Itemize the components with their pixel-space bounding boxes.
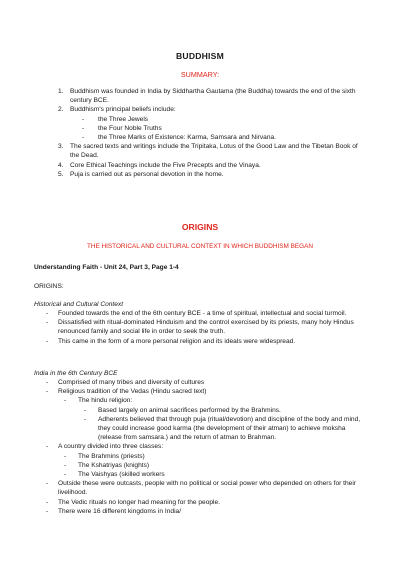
beliefs-list — [70, 115, 358, 143]
summary-list — [58, 87, 358, 179]
summary-item — [58, 87, 358, 105]
list-item: - The Brahmins (priests) — [34, 452, 369, 461]
india-list — [34, 378, 369, 516]
item-number: 4. — [58, 161, 64, 169]
belief-item: - the Three Marks of Existence: Karma, Samsara and Nirvana. — [70, 133, 358, 142]
source-reference: Understanding Faith - Unit 24, Part 3, Page 1-4 — [34, 264, 179, 271]
list-item: - Dissatisfied with ritual-dominated Hinduism and the control exercised by its priests, many holy Hindus renounced family and social life in order to seek the truth. — [34, 318, 369, 336]
item-text: Buddhism was founded in India by Siddhartha Gautama (the Buddha) towards the end of the sixth century BCE. — [70, 88, 356, 105]
item-number: 3. — [58, 143, 64, 151]
historical-context-heading: Historical and Cultural Context — [34, 301, 124, 308]
historical-list — [34, 309, 369, 346]
list-item: - Based largely on animal sacrifices performed by the Brahmins. — [34, 406, 369, 415]
list-item: - The hindu religion: — [34, 396, 369, 405]
list-item: - The Vedic rituals no longer had meaning for the people. — [34, 498, 369, 507]
item-text: Puja is carried out as personal devotion in the home. — [70, 170, 224, 178]
summary-item — [58, 142, 358, 160]
summary-item — [58, 105, 358, 142]
item-number: 2. — [58, 106, 64, 114]
list-item: - Outside these were outcasts, people with no political or social power who depended on others for their livelihood. — [34, 479, 369, 497]
summary-heading: SUMMARY: — [180, 70, 220, 79]
list-item: - Comprised of many tribes and diversity of cultures — [34, 378, 369, 387]
list-item: - A country divided into three classes: — [34, 442, 369, 451]
origins-title: ORIGINS — [181, 222, 219, 232]
item-number: 5. — [58, 170, 64, 178]
belief-item: - the Three Jewels — [70, 115, 358, 124]
list-item: - The Kshatriyas (knights) — [34, 461, 369, 470]
list-item: - Adherents believed that through puja (ritual/devotion) and discipline of the body and mind, they could increase good karma (the development of their atman) to achieve moksha (release from samsara.) and the return of atman to Brahman. — [34, 415, 369, 443]
item-text: The sacred texts and writings include the Tripitaka, Lotus of the Good Law and the Tibetan Book of the Dead. — [70, 143, 358, 160]
page-title: BUDDHISM — [176, 51, 224, 61]
india-heading: India in the 6th Century BCE — [34, 370, 118, 377]
origins-subtitle: THE HISTORICAL AND CULTURAL CONTEXT IN WHICH BUDDHISM BEGAN — [86, 243, 314, 250]
list-item: - There were 16 different kingdoms in India/ — [34, 507, 369, 516]
list-item: - Religious tradition of the Vedas (Hindu sacred text) — [34, 387, 369, 396]
origins-label: ORIGINS: — [34, 283, 64, 290]
summary-item — [58, 161, 358, 170]
summary-item — [58, 170, 358, 179]
list-item: - The Vaishyas (skilled workers — [34, 470, 369, 479]
item-text: Core Ethical Teachings include the Five Precepts and the Vinaya. — [70, 161, 261, 169]
item-number: 1. — [58, 88, 64, 95]
belief-item: - the Four Noble Truths — [70, 124, 358, 133]
list-item: - This came in the form of a more personal religion and its ideals were widespread. — [34, 337, 369, 346]
list-item: - Founded towards the end of the 6th century BCE - a time of spiritual, intellectual and social turmoil. — [34, 309, 369, 318]
item-text: Buddhism's principal beliefs include: — [70, 106, 176, 114]
